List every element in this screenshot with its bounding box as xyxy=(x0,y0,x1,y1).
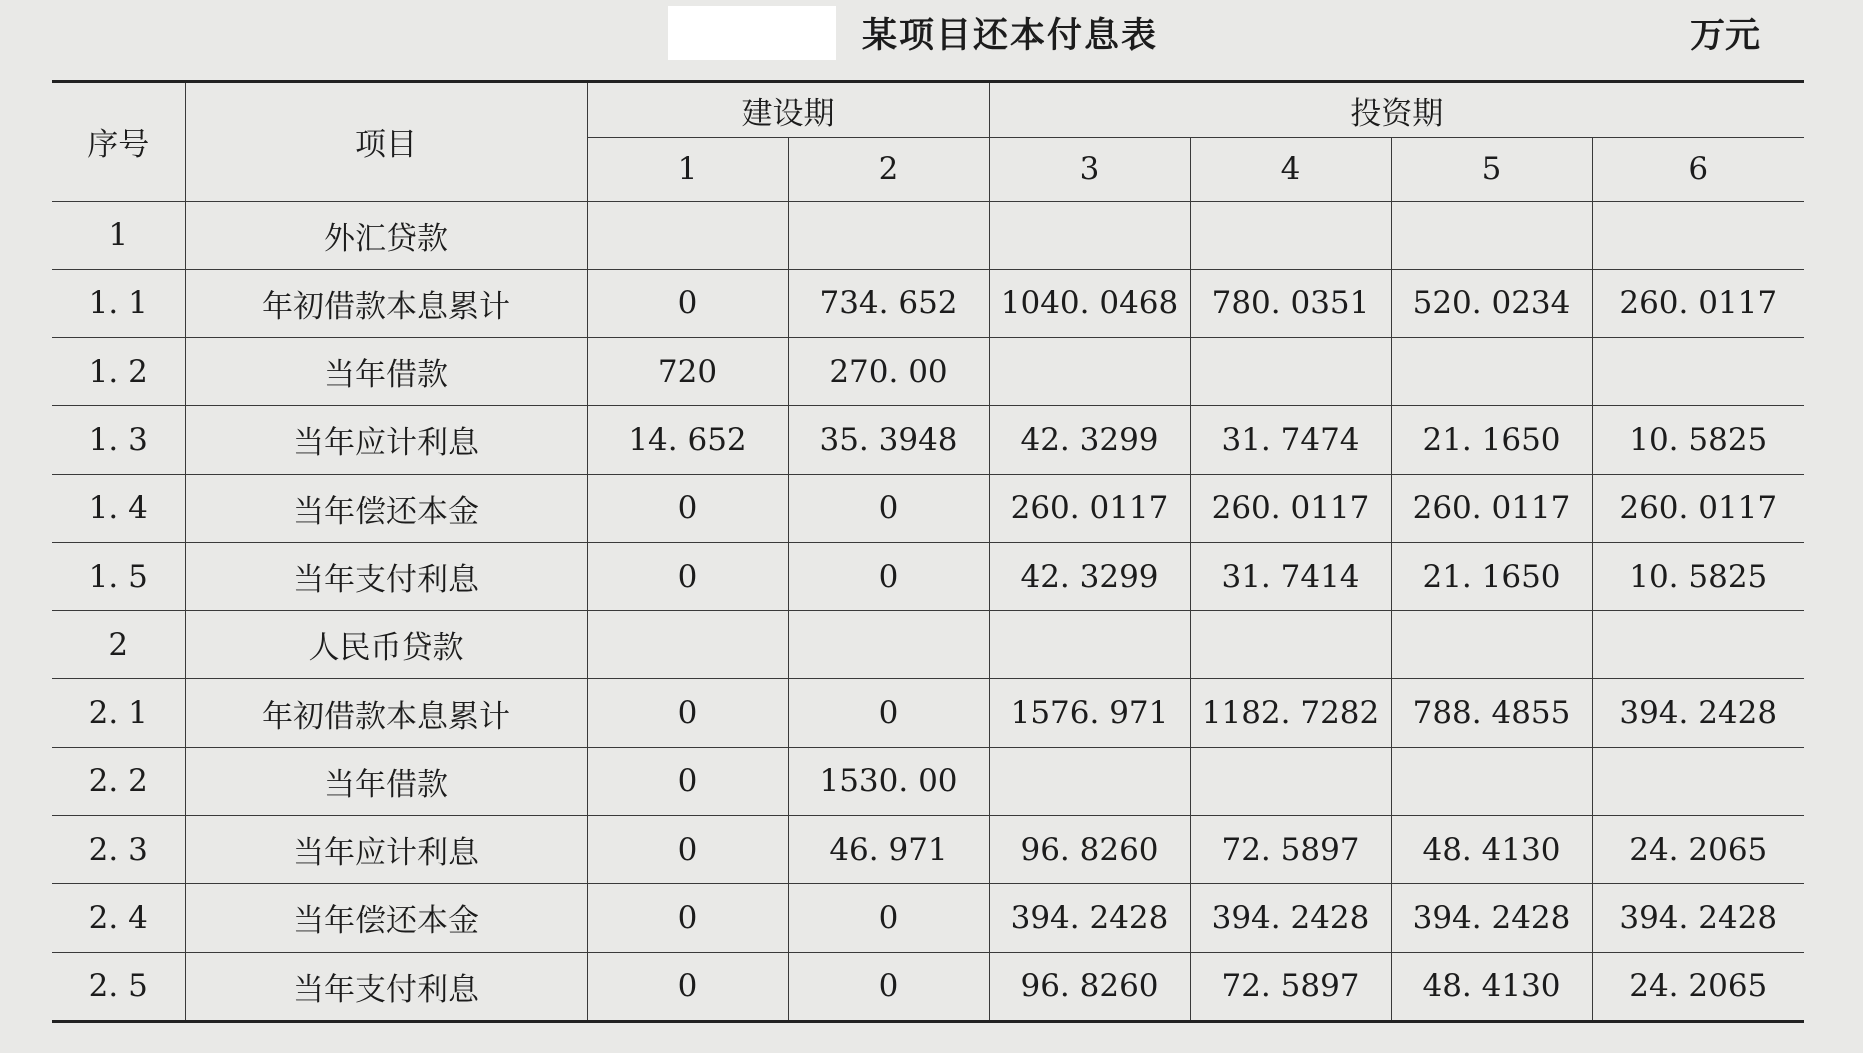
row-value xyxy=(989,201,1190,269)
row-seq: 1. 3 xyxy=(52,406,185,474)
table-title: 某项目还本付息表 xyxy=(862,16,1159,56)
row-value: 0 xyxy=(788,884,989,952)
row-value: 780. 0351 xyxy=(1190,269,1391,337)
row-value: 48. 4130 xyxy=(1391,952,1592,1021)
header-year: 4 xyxy=(1190,138,1391,201)
row-value xyxy=(788,611,989,679)
row-item: 年初借款本息累计 xyxy=(185,679,587,747)
header-year: 5 xyxy=(1391,138,1592,201)
table-row xyxy=(52,884,1804,952)
row-value xyxy=(1190,611,1391,679)
row-value: 24. 2065 xyxy=(1592,816,1804,884)
row-value: 260. 0117 xyxy=(1190,474,1391,542)
row-value: 394. 2428 xyxy=(1592,884,1804,952)
row-item: 年初借款本息累计 xyxy=(185,269,587,337)
row-value: 1576. 971 xyxy=(989,679,1190,747)
row-value: 0 xyxy=(587,474,788,542)
row-value: 21. 1650 xyxy=(1391,542,1592,610)
row-value: 72. 5897 xyxy=(1190,952,1391,1021)
table-row xyxy=(52,816,1804,884)
row-value: 42. 3299 xyxy=(989,542,1190,610)
table-row xyxy=(52,338,1804,406)
row-seq: 1 xyxy=(52,201,185,269)
row-value xyxy=(989,611,1190,679)
row-value: 520. 0234 xyxy=(1391,269,1592,337)
row-value xyxy=(1592,338,1804,406)
row-value: 31. 7474 xyxy=(1190,406,1391,474)
header-year: 3 xyxy=(989,138,1190,201)
row-item: 当年应计利息 xyxy=(185,406,587,474)
unit-label: 万元 xyxy=(1690,16,1761,56)
table-row xyxy=(52,747,1804,815)
row-value: 72. 5897 xyxy=(1190,816,1391,884)
table-row xyxy=(52,201,1804,269)
row-item: 当年偿还本金 xyxy=(185,884,587,952)
row-value xyxy=(1391,611,1592,679)
row-value xyxy=(788,201,989,269)
row-item: 当年应计利息 xyxy=(185,816,587,884)
table-row xyxy=(52,542,1804,610)
row-item: 当年支付利息 xyxy=(185,542,587,610)
row-item: 外汇贷款 xyxy=(185,201,587,269)
row-seq: 1. 4 xyxy=(52,474,185,542)
row-value: 260. 0117 xyxy=(989,474,1190,542)
row-value: 46. 971 xyxy=(788,816,989,884)
row-value: 0 xyxy=(788,679,989,747)
header-year: 1 xyxy=(587,138,788,201)
row-value xyxy=(989,338,1190,406)
row-value: 42. 3299 xyxy=(989,406,1190,474)
row-value: 10. 5825 xyxy=(1592,542,1804,610)
row-value: 96. 8260 xyxy=(989,952,1190,1021)
row-value: 260. 0117 xyxy=(1592,269,1804,337)
row-item: 当年支付利息 xyxy=(185,952,587,1021)
row-value: 0 xyxy=(587,679,788,747)
row-value: 0 xyxy=(788,474,989,542)
row-value: 394. 2428 xyxy=(1592,679,1804,747)
row-value: 270. 00 xyxy=(788,338,989,406)
row-seq: 1. 1 xyxy=(52,269,185,337)
table-row xyxy=(52,611,1804,679)
row-value: 1182. 7282 xyxy=(1190,679,1391,747)
row-seq: 2. 2 xyxy=(52,747,185,815)
table-row xyxy=(52,679,1804,747)
row-value: 720 xyxy=(587,338,788,406)
row-seq: 2. 4 xyxy=(52,884,185,952)
row-seq: 2. 1 xyxy=(52,679,185,747)
header-seq: 序号 xyxy=(52,82,185,202)
row-value: 21. 1650 xyxy=(1391,406,1592,474)
row-value xyxy=(587,611,788,679)
row-value xyxy=(1391,201,1592,269)
row-value: 10. 5825 xyxy=(1592,406,1804,474)
row-seq: 2. 5 xyxy=(52,952,185,1021)
row-item: 当年借款 xyxy=(185,747,587,815)
row-value xyxy=(1190,747,1391,815)
row-value: 35. 3948 xyxy=(788,406,989,474)
row-item: 人民币贷款 xyxy=(185,611,587,679)
header-group-row xyxy=(52,82,1804,138)
row-item: 当年借款 xyxy=(185,338,587,406)
row-seq: 1. 5 xyxy=(52,542,185,610)
row-seq: 2. 3 xyxy=(52,816,185,884)
row-value: 0 xyxy=(587,884,788,952)
row-value xyxy=(1391,747,1592,815)
row-seq: 2 xyxy=(52,611,185,679)
row-value: 260. 0117 xyxy=(1592,474,1804,542)
row-value: 31. 7414 xyxy=(1190,542,1391,610)
row-value xyxy=(1592,747,1804,815)
row-value: 0 xyxy=(587,816,788,884)
row-value xyxy=(1592,611,1804,679)
row-value: 394. 2428 xyxy=(1391,884,1592,952)
row-value xyxy=(1391,338,1592,406)
table-row xyxy=(52,269,1804,337)
table-row xyxy=(52,406,1804,474)
row-value: 0 xyxy=(587,542,788,610)
row-value: 1530. 00 xyxy=(788,747,989,815)
row-seq: 1. 2 xyxy=(52,338,185,406)
row-value xyxy=(1190,201,1391,269)
header-construction-period: 建设期 xyxy=(587,82,989,138)
header-item: 项目 xyxy=(185,82,587,202)
row-value: 260. 0117 xyxy=(1391,474,1592,542)
row-value: 1040. 0468 xyxy=(989,269,1190,337)
header-year: 6 xyxy=(1592,138,1804,201)
row-value: 394. 2428 xyxy=(989,884,1190,952)
redacted-block xyxy=(668,6,836,60)
row-item: 当年偿还本金 xyxy=(185,474,587,542)
row-value: 0 xyxy=(587,747,788,815)
row-value xyxy=(587,201,788,269)
row-value: 0 xyxy=(788,542,989,610)
row-value xyxy=(1190,338,1391,406)
row-value xyxy=(1592,201,1804,269)
row-value: 394. 2428 xyxy=(1190,884,1391,952)
row-value: 96. 8260 xyxy=(989,816,1190,884)
row-value: 14. 652 xyxy=(587,406,788,474)
table-row xyxy=(52,474,1804,542)
row-value: 734. 652 xyxy=(788,269,989,337)
row-value: 0 xyxy=(587,952,788,1021)
row-value: 24. 2065 xyxy=(1592,952,1804,1021)
table-row xyxy=(52,952,1804,1021)
repayment-table xyxy=(52,80,1804,1023)
row-value xyxy=(989,747,1190,815)
header-year: 2 xyxy=(788,138,989,201)
row-value: 788. 4855 xyxy=(1391,679,1592,747)
header-investment-period: 投资期 xyxy=(989,82,1804,138)
row-value: 0 xyxy=(587,269,788,337)
row-value: 0 xyxy=(788,952,989,1021)
row-value: 48. 4130 xyxy=(1391,816,1592,884)
